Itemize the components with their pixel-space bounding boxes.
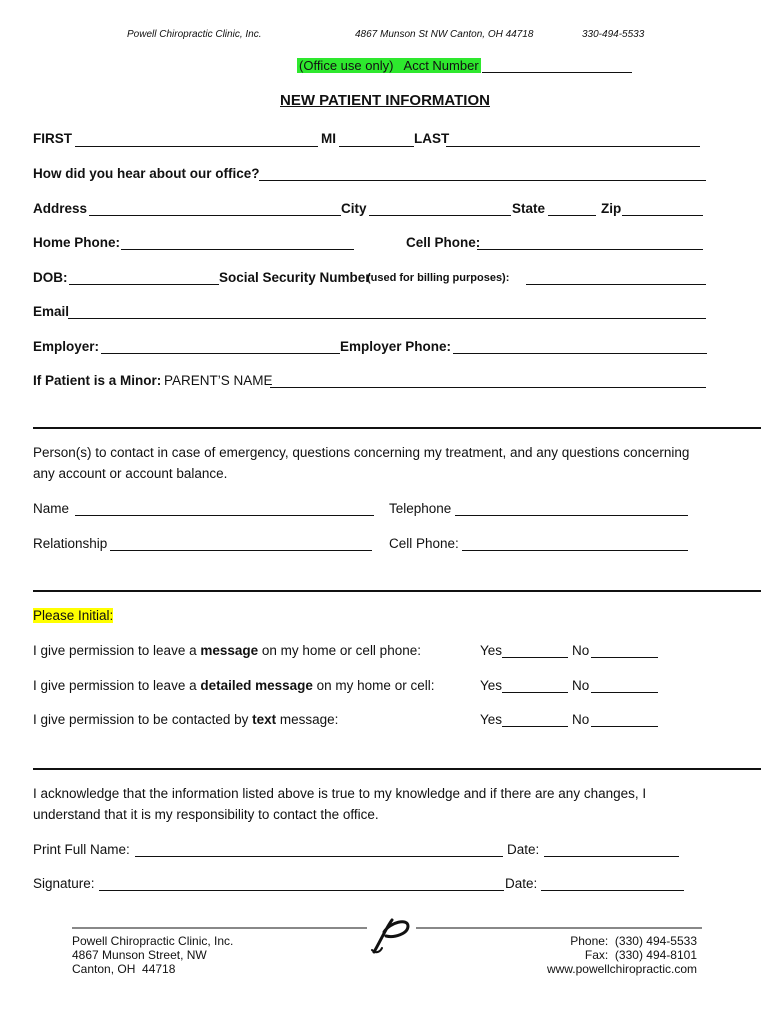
referral-field[interactable]	[259, 180, 706, 181]
print-date-field[interactable]	[544, 856, 679, 857]
cell-phone-label: Cell Phone:	[406, 235, 481, 250]
dob-field[interactable]	[69, 284, 219, 285]
mi-field[interactable]	[339, 146, 414, 147]
city-field[interactable]	[369, 215, 511, 216]
header-clinic-name: Powell Chiropractic Clinic, Inc.	[127, 29, 262, 40]
emergency-intro-line2: any account or account balance.	[33, 466, 228, 481]
yes-initial-field[interactable]	[502, 692, 568, 693]
last-name-field[interactable]	[446, 146, 700, 147]
signature-date-field[interactable]	[541, 890, 684, 891]
yes-label: Yes	[480, 712, 503, 727]
cell-phone-field[interactable]	[477, 249, 703, 250]
emergency-relationship-field[interactable]	[110, 550, 372, 551]
home-phone-label: Home Phone:	[33, 235, 121, 250]
address-field[interactable]	[89, 215, 341, 216]
no-initial-field[interactable]	[591, 692, 658, 693]
city-label: City	[341, 201, 367, 216]
please-initial-heading: Please Initial:	[33, 608, 114, 623]
parent-name-field[interactable]	[270, 387, 706, 388]
dob-label: DOB:	[33, 270, 68, 285]
footer-rule-left	[72, 927, 367, 929]
state-label: State	[512, 201, 546, 216]
zip-label: Zip	[601, 201, 622, 216]
no-label: No	[572, 678, 590, 693]
ssn-note: (used for billing purposes):	[367, 272, 510, 284]
employer-field[interactable]	[101, 353, 340, 354]
parent-name-label: PARENT’S NAME	[164, 373, 273, 388]
footer-fax: Fax: (330) 494-8101	[584, 948, 697, 962]
date-label: Date:	[507, 842, 540, 857]
section-divider	[33, 427, 761, 429]
employer-label: Employer:	[33, 339, 100, 354]
emergency-cell-field[interactable]	[462, 550, 688, 551]
referral-label: How did you hear about our office?	[33, 166, 260, 181]
state-field[interactable]	[548, 215, 596, 216]
acknowledgement-line2: understand that it is my responsibility to contact the office.	[33, 807, 379, 822]
emergency-relationship-label: Relationship	[33, 536, 108, 551]
signature-field[interactable]	[99, 890, 504, 891]
clinic-logo-icon	[368, 912, 416, 958]
emergency-telephone-field[interactable]	[455, 515, 688, 516]
yes-label: Yes	[480, 678, 503, 693]
permission-text-text: I give permission to be contacted by text message:	[33, 712, 339, 727]
emergency-name-field[interactable]	[75, 515, 374, 516]
home-phone-field[interactable]	[121, 249, 354, 250]
first-name-label: FIRST	[33, 131, 72, 146]
emergency-name-label: Name	[33, 501, 70, 516]
footer-street: 4867 Munson Street, NW	[72, 948, 207, 962]
permission-detailed-text: I give permission to leave a detailed message on my home or cell:	[33, 678, 435, 693]
emergency-telephone-label: Telephone	[389, 501, 452, 516]
permission-message-text: I give permission to leave a message on my home or cell phone:	[33, 643, 421, 658]
acknowledgement-line1: I acknowledge that the information listed above is true to my knowledge and if there are any changes, I	[33, 786, 647, 801]
section-divider	[33, 590, 761, 592]
footer-clinic-name: Powell Chiropractic Clinic, Inc.	[72, 934, 234, 948]
header-address: 4867 Munson St NW Canton, OH 44718	[355, 29, 534, 40]
signature-label: Signature:	[33, 876, 95, 891]
print-name-label: Print Full Name:	[33, 842, 130, 857]
header-phone: 330-494-5533	[582, 29, 645, 40]
address-label: Address	[33, 201, 88, 216]
no-initial-field[interactable]	[591, 657, 658, 658]
date-label: Date:	[505, 876, 538, 891]
email-field[interactable]	[68, 318, 706, 319]
office-use-label: (Office use only) Acct Number	[299, 58, 479, 73]
ssn-label: Social Security Number	[219, 270, 371, 285]
mi-label: MI	[321, 131, 336, 146]
section-divider	[33, 768, 761, 770]
emergency-cell-label: Cell Phone:	[389, 536, 459, 551]
acct-number-field[interactable]	[482, 72, 632, 73]
footer-phone: Phone: (330) 494-5533	[570, 934, 697, 948]
footer-website[interactable]: www.powellchiropractic.com	[546, 962, 697, 976]
zip-field[interactable]	[622, 215, 703, 216]
no-label: No	[572, 643, 590, 658]
yes-label: Yes	[480, 643, 503, 658]
footer-rule-right	[416, 927, 702, 929]
employer-phone-label: Employer Phone:	[340, 339, 452, 354]
footer-city: Canton, OH 44718	[72, 962, 176, 976]
ssn-field[interactable]	[526, 284, 706, 285]
yes-initial-field[interactable]	[502, 726, 568, 727]
employer-phone-field[interactable]	[453, 353, 707, 354]
last-name-label: LAST	[414, 131, 450, 146]
print-name-field[interactable]	[135, 856, 503, 857]
yes-initial-field[interactable]	[502, 657, 568, 658]
no-label: No	[572, 712, 590, 727]
page-title: NEW PATIENT INFORMATION	[280, 92, 490, 109]
no-initial-field[interactable]	[591, 726, 658, 727]
first-name-field[interactable]	[75, 146, 318, 147]
emergency-intro-line1: Person(s) to contact in case of emergency, questions concerning my treatment, and any questions concerning	[33, 445, 690, 460]
minor-label: If Patient is a Minor:	[33, 373, 162, 388]
email-label: Email	[33, 304, 70, 319]
